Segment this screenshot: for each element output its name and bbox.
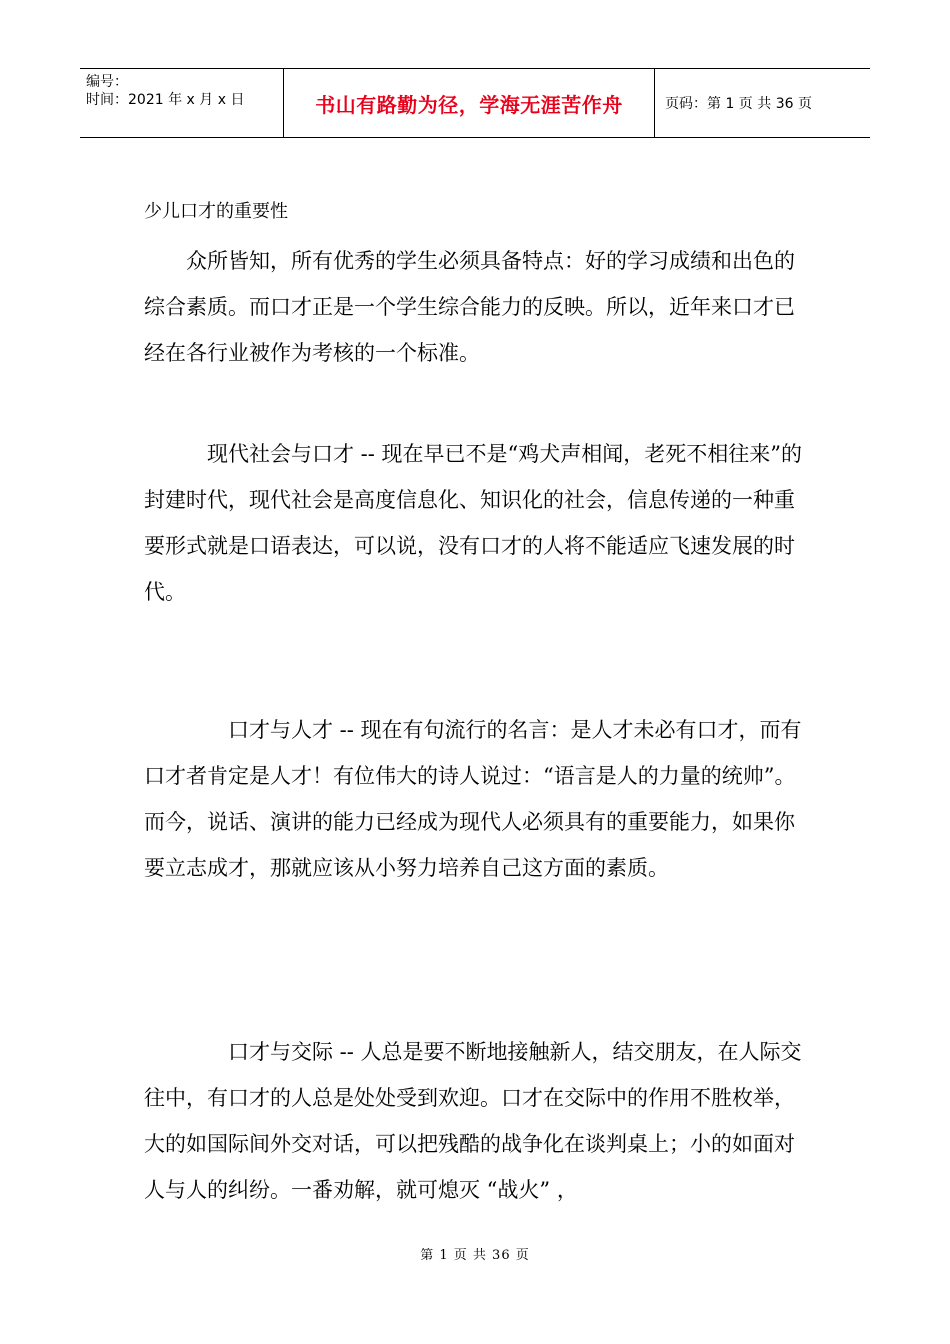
document-time-label: 时间：2021 年 x 月 x 日 — [86, 92, 245, 108]
document-header — [80, 68, 870, 138]
header-meta — [80, 69, 283, 137]
document-number-label: 编号： — [86, 74, 128, 90]
paragraph-intro: 众所皆知，所有优秀的学生必须具备特点：好的学习成绩和出色的综合素质。而口才正是一个学生综合能力的反映。所以，近年来口才已经在各行业被作为考核的一个标准。 — [144, 249, 795, 365]
document-title: 少儿口才的重要性 — [144, 201, 288, 222]
header-motto-cell — [283, 69, 655, 137]
header-motto: 书山有路勤为径，学海无涯苦作舟 — [315, 92, 623, 117]
header-page-code: 页码：第 1 页 共 36 页 — [665, 96, 812, 112]
header-page-code-cell — [655, 69, 870, 137]
page-footer: 第 1 页 共 36 页 — [420, 1248, 530, 1263]
paragraph-social: 口才与交际 -- 人总是要不断地接触新人，结交朋友，在人际交往中，有口才的人总是处处受到欢迎。口才在交际中的作用不胜枚举，大的如国际间外交对话，可以把残酷的战争化在谈判桌上；小的如面对人与人的纠纷。一番劝解，就可熄灭 “战火” ， — [144, 1040, 802, 1202]
paragraph-society: 现代社会与口才 -- 现在早已不是“鸡犬声相闻，老死不相往来”的封建时代，现代社会是高度信息化、知识化的社会，信息传递的一种重要形式就是口语表达，可以说，没有口才的人将不能适应飞速发展的时代。 — [144, 442, 803, 604]
paragraph-talent: 口才与人才 -- 现在有句流行的名言：是人才未必有口才，而有口才者肯定是人才！有位伟大的诗人说过：“语言是人的力量的统帅”。而今，说话、演讲的能力已经成为现代人必须具有的重要能力，如果你要立志成才，那就应该从小努力培养自己这方面的素质。 — [144, 718, 802, 880]
